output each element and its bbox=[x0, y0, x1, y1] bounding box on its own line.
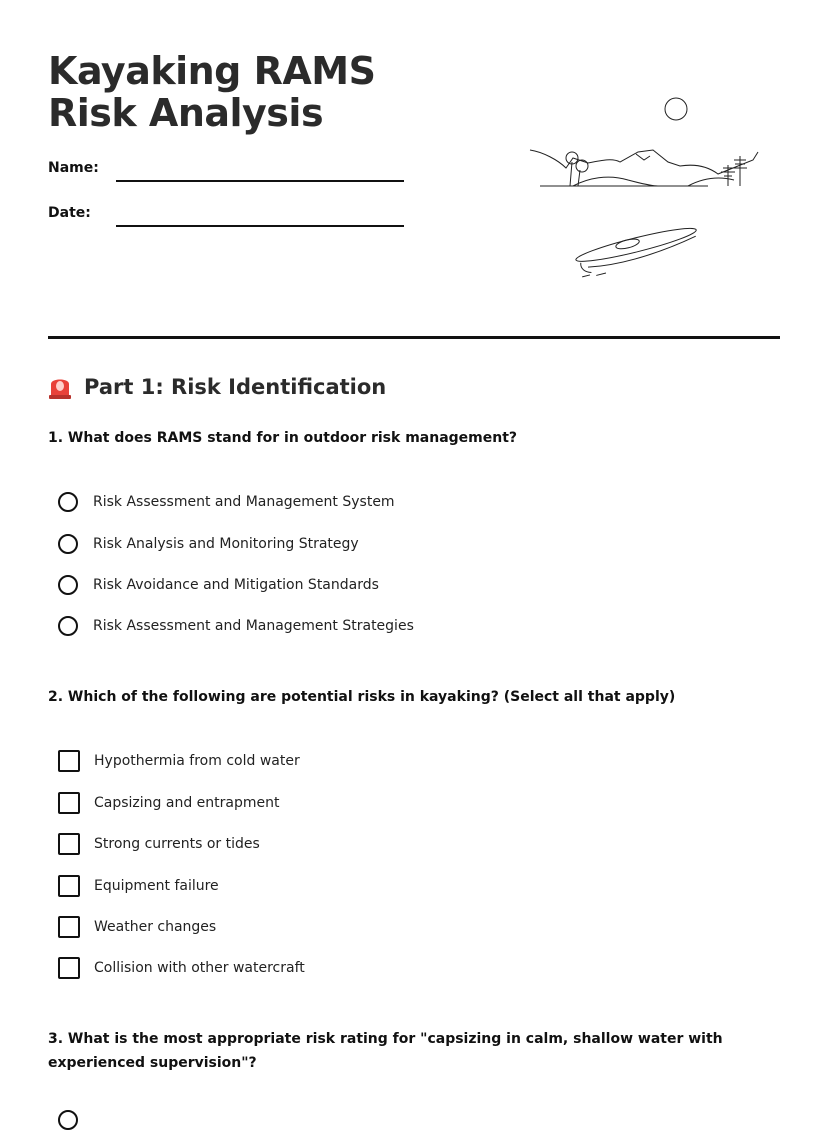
page-title: Kayaking RAMS Risk Analysis bbox=[48, 49, 376, 135]
name-field-line[interactable] bbox=[116, 180, 404, 182]
q2-option-6[interactable] bbox=[58, 957, 305, 979]
kayak-landscape-illustration bbox=[528, 90, 768, 305]
checkbox[interactable] bbox=[58, 875, 80, 897]
date-label: Date: bbox=[48, 205, 91, 221]
part1-title bbox=[48, 374, 386, 400]
question-1: 1. What does RAMS stand for in outdoor risk management? bbox=[48, 430, 518, 446]
q2-option-3[interactable] bbox=[58, 833, 260, 855]
option-label: Strong currents or tides bbox=[94, 836, 260, 852]
checkbox[interactable] bbox=[58, 750, 80, 772]
option-label: Equipment failure bbox=[94, 878, 219, 894]
sun-icon bbox=[665, 98, 687, 120]
kayak-icon bbox=[574, 223, 701, 279]
q2-option-1[interactable] bbox=[58, 750, 300, 772]
q1-option-2[interactable] bbox=[58, 534, 359, 554]
question-2: 2. Which of the following are potential risks in kayaking? (Select all that apply) bbox=[48, 689, 676, 705]
q3-option-1[interactable] bbox=[58, 1110, 93, 1130]
option-label: Risk Avoidance and Mitigation Standards bbox=[93, 577, 379, 593]
name-label: Name: bbox=[48, 160, 99, 176]
option-label: Collision with other watercraft bbox=[94, 960, 305, 976]
checkbox[interactable] bbox=[58, 957, 80, 979]
option-label: Hypothermia from cold water bbox=[94, 753, 300, 769]
q1-option-3[interactable] bbox=[58, 575, 379, 595]
checkbox[interactable] bbox=[58, 792, 80, 814]
checkbox[interactable] bbox=[58, 916, 80, 938]
radio-button[interactable] bbox=[58, 575, 78, 595]
radio-button[interactable] bbox=[58, 1110, 78, 1130]
siren-icon bbox=[48, 374, 72, 400]
option-label: Risk Assessment and Management Strategies bbox=[93, 618, 414, 634]
option-label: Risk Assessment and Management System bbox=[93, 494, 395, 510]
tree-icon bbox=[566, 152, 747, 186]
question-3: 3. What is the most appropriate risk rating for "capsizing in calm, shallow water with experienced supervision"? bbox=[48, 1031, 723, 1071]
option-label: Weather changes bbox=[94, 919, 217, 935]
section-divider bbox=[48, 336, 780, 339]
radio-button[interactable] bbox=[58, 534, 78, 554]
option-label: Capsizing and entrapment bbox=[94, 795, 280, 811]
q2-option-4[interactable] bbox=[58, 875, 219, 897]
checkbox[interactable] bbox=[58, 833, 80, 855]
date-field-line[interactable] bbox=[116, 225, 404, 227]
q2-option-5[interactable] bbox=[58, 916, 216, 938]
part1-title-text: Part 1: Risk Identification bbox=[84, 375, 387, 399]
radio-button[interactable] bbox=[58, 492, 78, 512]
radio-button[interactable] bbox=[58, 616, 78, 636]
q1-option-1[interactable] bbox=[58, 492, 395, 512]
q2-option-2[interactable] bbox=[58, 792, 279, 814]
q1-option-4[interactable] bbox=[58, 616, 414, 636]
option-label: Risk Analysis and Monitoring Strategy bbox=[93, 536, 359, 552]
